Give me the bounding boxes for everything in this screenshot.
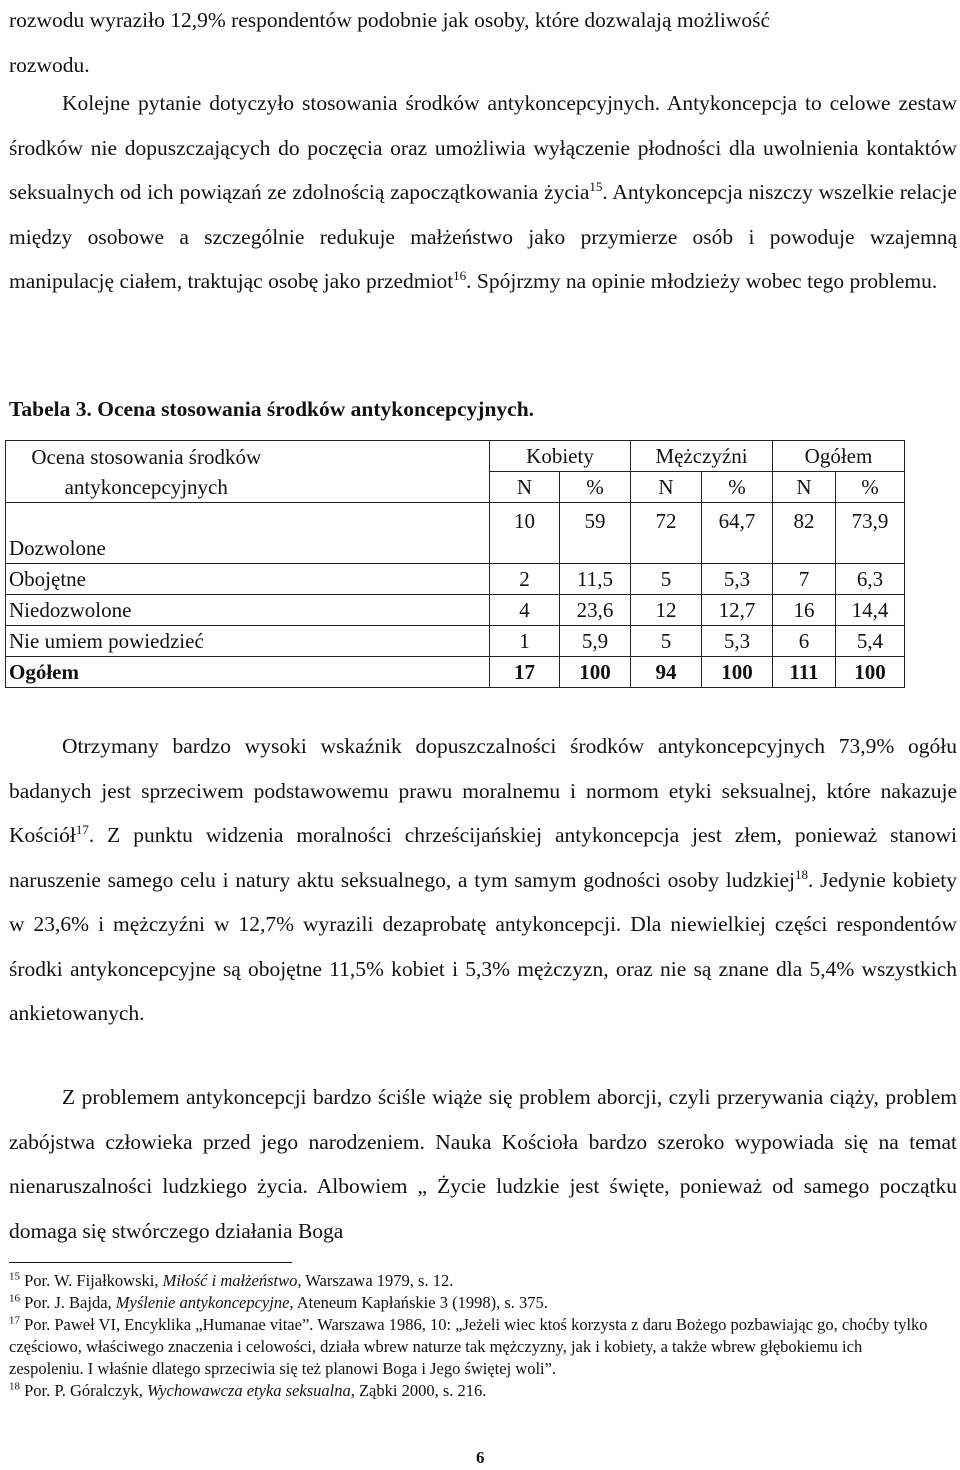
table-row	[6, 564, 905, 595]
footnote-title: Wychowawcza etyka seksualna	[146, 1381, 351, 1400]
paragraph-text: Otrzymany bardzo wysoki wskaźnik dopuszczalności środków antykoncepcyjnych 73,9% ogółu badanych jest sprzeciwem podstawowemu prawu moralnemu i normom etyki seksualnej, które nakazuje Kościół	[9, 734, 957, 847]
footnote	[9, 1292, 939, 1314]
header-title-line: antykoncepcyjnych	[64, 474, 228, 499]
paragraph-text: Z problemem antykoncepcji bardzo ściśle wiąże się problem aborcji, czyli przerywania ciąży, problem zabójstwa człowieka przed jego narodzeniem. Nauka Kościoła bardzo szeroko wypowiada się na temat nienaruszalności ludzkiego życia. Albowiem „ Życie ludzkie jest święte, ponieważ od samego początku domaga się stwórczego działania Boga	[9, 1085, 957, 1243]
footnote-text: , Ateneum Kapłańskie 3 (1998), s. 375.	[289, 1293, 548, 1312]
row-spacer	[287, 657, 490, 688]
table-row	[6, 503, 905, 564]
footnote-text: Por. Paweł VI, Encyklika „Humanae vitae”. Warszawa 1986, 10: „Jeżeli wiec ktoś korzysta z daru Bożego pozbawiając go, choćby tylko częściowo, właściwego znaczenia i celowości, działa wbrew naturze tak mężczyzny, jak i kobiety, a także wbrew głębokiemu ich zespoleniu. I właśnie dlatego sprzeciwia się też planowi Boga i Jego świętej woli”.	[9, 1315, 928, 1378]
table-cell: 11,5	[560, 564, 631, 595]
footnote-text: Por. P. Góralczyk,	[20, 1381, 147, 1400]
table-cell: 5,3	[702, 564, 773, 595]
paragraph-text: . Z punktu widzenia moralności chrześcijańskiej antykoncepcja jest złem, ponieważ stanowi naruszenie samego celu i natury aktu seksualnego, a tym samym godności osoby ludzkiej	[9, 823, 957, 892]
column-group-header: Mężczyźni	[631, 441, 773, 472]
column-subheader: N	[490, 472, 560, 503]
paragraph-text: Kolejne pytanie dotyczyło stosowania środków antykoncepcyjnych. Antykoncepcja to celowe zestaw środków nie dopuszczających do poczęcia oraz umożliwia wyłączenie płodności dla uwolnienia kontaktów seksualnych od ich powiązań ze zdolnością zapoczątkowania życia	[9, 91, 957, 204]
paragraph-text: . Antykoncepcja niszczy wszelkie relacje między osobowe a szczególnie redukuje małżeństwo jako przymierze osób i powoduje wzajemną manipulację ciałem, traktując osobę jako przedmiot	[9, 180, 957, 293]
table-cell: 73,9	[836, 503, 905, 564]
paragraph-text: . Jedynie kobiety w 23,6% i mężczyźni w 12,7% wyrazili dezaprobatę antykoncepcji. Dla niewielkiej części respondentów środki antykoncepcyjne są obojętne 11,5% kobiet i 5,3% mężczyzn, oraz nie są znane dla 5,4% wszystkich ankietowanych.	[9, 867, 957, 1025]
column-group-header: Kobiety	[490, 441, 631, 472]
footnote-number: 15	[9, 1270, 20, 1283]
table-row	[6, 595, 905, 626]
table-cell: 12	[631, 595, 702, 626]
column-subheader: %	[836, 472, 905, 503]
table-cell: 7	[773, 564, 836, 595]
footnote-text: Por. J. Bajda,	[20, 1293, 116, 1312]
table-cell: 5,9	[560, 626, 631, 657]
footnote-ref[interactable]: 18	[794, 866, 808, 882]
page-number: 6	[476, 1448, 485, 1467]
footnote-number: 16	[9, 1292, 20, 1305]
footnote-ref[interactable]: 17	[75, 821, 89, 837]
footnote-separator	[9, 1262, 292, 1263]
table-total-row	[6, 657, 905, 688]
column-subheader: %	[560, 472, 631, 503]
row-label: Ogółem	[6, 657, 287, 688]
table-cell: 12,7	[702, 595, 773, 626]
header-title-line: Ocena stosowania środków	[31, 444, 262, 469]
table-cell: 72	[631, 503, 702, 564]
column-group-header: Ogółem	[773, 441, 905, 472]
paragraph-continuation	[9, 0, 957, 87]
row-spacer	[287, 595, 490, 626]
row-label: Nie umiem powiedzieć	[6, 626, 287, 657]
table-cell: 5,4	[836, 626, 905, 657]
footnote	[9, 1270, 939, 1292]
table-cell: 111	[773, 657, 836, 688]
table-cell: 4	[490, 595, 560, 626]
table-cell: 82	[773, 503, 836, 564]
row-spacer	[287, 503, 490, 564]
paragraph-analysis	[9, 724, 957, 1036]
row-label: Obojętne	[6, 564, 287, 595]
footnote-text: , Ząbki 2000, s. 216.	[350, 1381, 487, 1400]
data-table	[5, 440, 905, 688]
table-cell: 100	[836, 657, 905, 688]
table-cell: 94	[631, 657, 702, 688]
footnote-title: Miłość i małżeństwo	[162, 1271, 298, 1290]
table-cell: 14,4	[836, 595, 905, 626]
table-cell: 1	[490, 626, 560, 657]
column-subheader: N	[773, 472, 836, 503]
table-cell: 17	[490, 657, 560, 688]
table-cell: 6	[773, 626, 836, 657]
table-cell: 10	[490, 503, 560, 564]
table-row	[6, 626, 905, 657]
paragraph-line: rozwodu wyraziło 12,9% respondentów podobnie jak osoby, które dozwalają możliwość	[9, 8, 771, 32]
footnote-text: Por. W. Fijałkowski,	[20, 1271, 163, 1290]
row-label: Dozwolone	[6, 503, 287, 564]
table-cell: 5	[631, 626, 702, 657]
table-cell: 23,6	[560, 595, 631, 626]
table-cell: 59	[560, 503, 631, 564]
table-caption: Tabela 3. Ocena stosowania środków antykoncepcyjnych.	[9, 397, 535, 421]
footnote	[9, 1314, 939, 1380]
table-header-spacer	[287, 441, 490, 503]
paragraph-contraception-intro	[9, 81, 957, 304]
column-subheader: %	[702, 472, 773, 503]
footnote	[9, 1380, 939, 1402]
table-header-row	[6, 441, 905, 472]
footnote-text: , Warszawa 1979, s. 12.	[297, 1271, 454, 1290]
table-cell: 6,3	[836, 564, 905, 595]
table-cell: 5	[631, 564, 702, 595]
table-cell: 100	[560, 657, 631, 688]
footnote-number: 18	[9, 1380, 20, 1393]
paragraph-abortion	[9, 1075, 957, 1253]
footnote-ref[interactable]: 15	[589, 178, 603, 194]
paragraph-text: . Spójrzmy na opinie młodzieży wobec tego problemu.	[466, 269, 938, 293]
row-spacer	[287, 564, 490, 595]
table-cell: 2	[490, 564, 560, 595]
row-spacer	[287, 626, 490, 657]
table-cell: 64,7	[702, 503, 773, 564]
footnote-title: Myślenie antykoncepcyjne	[115, 1293, 290, 1312]
table-header-title	[6, 441, 287, 503]
footnotes	[9, 1270, 939, 1402]
paragraph-line: rozwodu.	[9, 52, 90, 77]
table-cell: 16	[773, 595, 836, 626]
footnote-number: 17	[9, 1314, 20, 1327]
table-cell: 100	[702, 657, 773, 688]
row-label: Niedozwolone	[6, 595, 287, 626]
table-cell: 5,3	[702, 626, 773, 657]
column-subheader: N	[631, 472, 702, 503]
footnote-ref[interactable]: 16	[453, 267, 467, 283]
